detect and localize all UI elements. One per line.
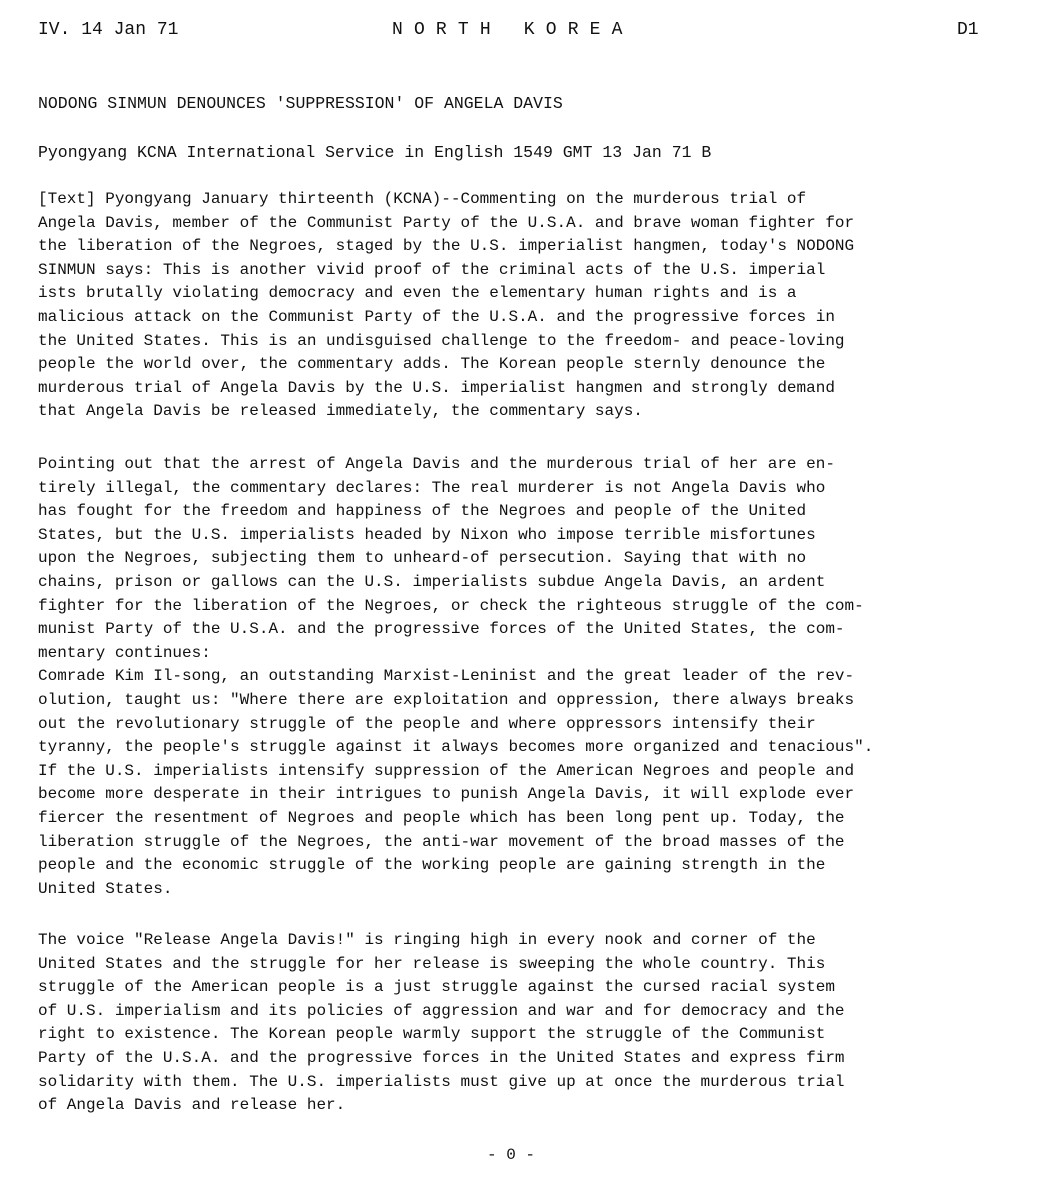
- text-line: solidarity with them. The U.S. imperialists must give up at once the murderous trial: [38, 1072, 845, 1091]
- text-line: liberation struggle of the Negroes, the anti-war movement of the broad masses of the: [38, 832, 845, 851]
- text-line: the United States. This is an undisguised challenge to the freedom- and peace-loving: [38, 331, 845, 350]
- text-line: mentary continues:: [38, 643, 211, 662]
- text-line: that Angela Davis be released immediately, the commentary says.: [38, 402, 643, 421]
- text-line: people the world over, the commentary adds. The Korean people sternly denounce the: [38, 355, 826, 374]
- text-line: murderous trial of Angela Davis by the U.S. imperialist hangmen and strongly demand: [38, 378, 835, 397]
- text-line: munist Party of the U.S.A. and the progressive forces of the United States, the com-: [38, 620, 845, 639]
- text-line: fighter for the liberation of the Negroes, or check the righteous struggle of the com-: [38, 596, 864, 615]
- text-line: Comrade Kim Il-song, an outstanding Marxist-Leninist and the great leader of the rev-: [38, 667, 855, 686]
- text-line: upon the Negroes, subjecting them to unheard-of persecution. Saying that with no: [38, 549, 807, 568]
- text-line: right to existence. The Korean people warmly support the struggle of the Communist: [38, 1025, 826, 1044]
- text-line: United States and the struggle for her release is sweeping the whole country. This: [38, 954, 826, 973]
- text-line: has fought for the freedom and happiness of the Negroes and people of the United: [38, 502, 807, 521]
- page-number: - 0 -: [487, 1146, 536, 1164]
- header-country: NORTH KOREA: [392, 20, 634, 40]
- text-line: of U.S. imperialism and its policies of aggression and war and for democracy and the: [38, 1001, 845, 1020]
- text-line: United States.: [38, 879, 173, 898]
- text-line: become more desperate in their intrigues to punish Angela Davis, it will explode ever: [38, 785, 855, 804]
- text-line: Party of the U.S.A. and the progressive forces in the United States and express firm: [38, 1048, 845, 1067]
- text-line: ists brutally violating democracy and even the elementary human rights and is a: [38, 284, 797, 303]
- text-line: out the revolutionary struggle of the people and where oppressors intensify their: [38, 714, 816, 733]
- header-page-code: D1: [957, 20, 979, 40]
- text-line: SINMUN says: This is another vivid proof of the criminal acts of the U.S. imperial: [38, 260, 826, 279]
- body-paragraph: [38, 929, 845, 1118]
- text-line: tirely illegal, the commentary declares: The real murderer is not Angela Davis who: [38, 478, 826, 497]
- text-line: Angela Davis, member of the Communist Party of the U.S.A. and brave woman fighter for: [38, 213, 855, 232]
- text-line: olution, taught us: "Where there are exploitation and oppression, there always breaks: [38, 690, 855, 709]
- text-line: of Angela Davis and release her.: [38, 1096, 346, 1115]
- text-line: Pointing out that the arrest of Angela Davis and the murderous trial of her are en-: [38, 455, 835, 473]
- text-line: chains, prison or gallows can the U.S. imperialists subdue Angela Davis, an ardent: [38, 572, 826, 591]
- text-line: The voice "Release Angela Davis!" is ringing high in every nook and corner of the: [38, 931, 816, 949]
- text-line: fiercer the resentment of Negroes and people which has been long pent up. Today, the: [38, 808, 845, 827]
- header-left-date: IV. 14 Jan 71: [38, 20, 179, 40]
- text-line: [Text] Pyongyang January thirteenth (KCNA)--Commenting on the murderous trial of: [38, 190, 807, 208]
- dateline: Pyongyang KCNA International Service in English 1549 GMT 13 Jan 71 B: [38, 143, 712, 162]
- text-line: malicious attack on the Communist Party of the U.S.A. and the progressive forces in: [38, 307, 835, 326]
- body-paragraph: [38, 188, 854, 424]
- text-line: the liberation of the Negroes, staged by the U.S. imperialist hangmen, today's NODONG: [38, 237, 855, 256]
- text-line: people and the economic struggle of the working people are gaining strength in the: [38, 856, 826, 875]
- text-line: States, but the U.S. imperialists headed by Nixon who impose terrible misfortunes: [38, 525, 816, 544]
- text-line: tyranny, the people's struggle against it always becomes more organized and tenacious".: [38, 738, 874, 757]
- text-line: If the U.S. imperialists intensify suppression of the American Negroes and people and: [38, 761, 855, 780]
- body-paragraph: [38, 453, 873, 901]
- headline: NODONG SINMUN DENOUNCES 'SUPPRESSION' OF ANGELA DAVIS: [38, 94, 563, 113]
- text-line: struggle of the American people is a just struggle against the cursed racial system: [38, 978, 835, 997]
